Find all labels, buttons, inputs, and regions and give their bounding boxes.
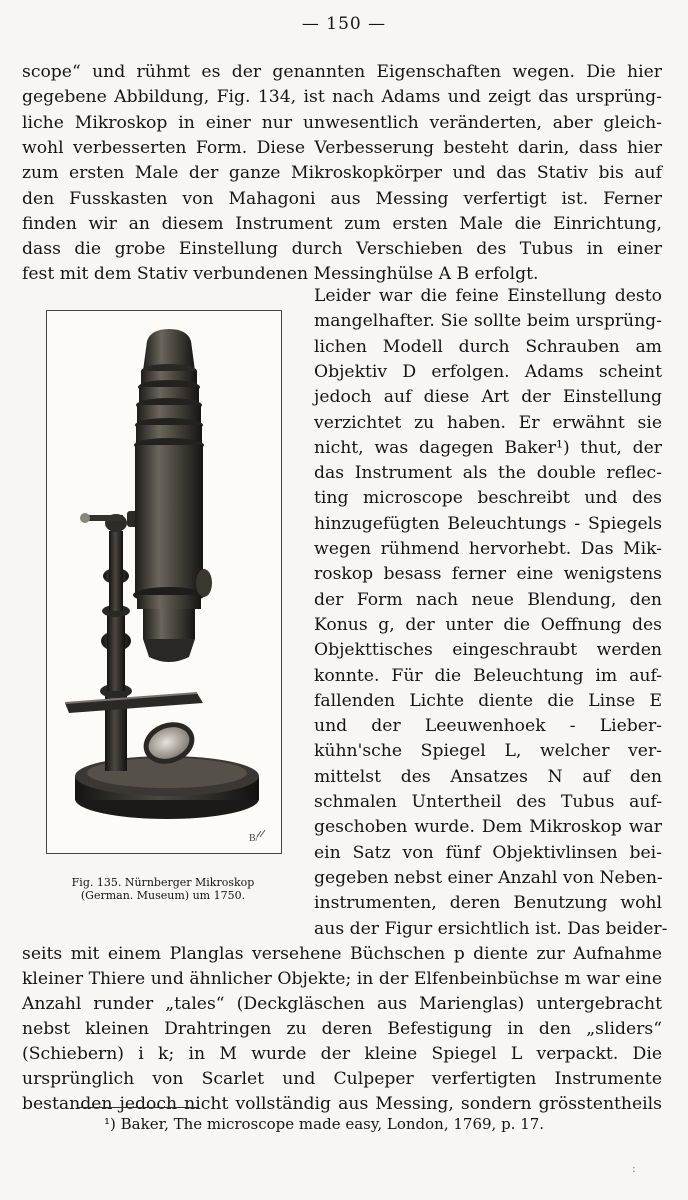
margin-speck: : <box>632 1162 636 1175</box>
page-number: — 150 — <box>301 14 387 34</box>
text-line: dass die grobe Einstellung durch Verschieben des Tubus in einer <box>22 239 662 260</box>
microscope-figure <box>46 310 282 854</box>
text-line: das Instrument als the double reflec- <box>314 463 662 484</box>
text-line: und der Leeuwenhoek - Lieber- <box>314 716 662 737</box>
text-line: jedoch auf diese Art der Einstellung <box>314 387 662 408</box>
text-line: wohl verbesserten Form. Diese Verbesserung besteht darin, dass hier <box>22 137 662 158</box>
footnote: ¹) Baker, The microscope made easy, London, 1769, p. 17. <box>104 1115 545 1133</box>
text-line: fallenden Lichte diente die Linse E <box>314 690 662 711</box>
text-line: mittelst des Ansatzes N auf den <box>314 766 662 787</box>
text-line: den Fusskasten von Mahagoni aus Messing verfertigt ist. Ferner <box>22 188 662 209</box>
text-line: ein Satz von fünf Objektivlinsen bei- <box>314 842 662 863</box>
text-line: ting microscope beschreibt und des <box>314 488 662 509</box>
text-line: finden wir an diesem Instrument zum ersten Male die Einrichtung, <box>22 213 662 234</box>
text-line: scope“ und rühmt es der genannten Eigenschaften wegen. Die hier <box>22 62 662 82</box>
text-line: mangelhafter. Sie sollte beim ursprüng- <box>314 311 662 332</box>
footnote-rule <box>78 1107 198 1108</box>
text-line: lichen Modell durch Schrauben am <box>314 336 662 357</box>
text-line: gegebene Abbildung, Fig. 134, ist nach Adams und zeigt das ursprüng- <box>22 87 662 108</box>
text-line: bestanden jedoch nicht vollständig aus Messing, sondern grösstentheils <box>22 1094 662 1114</box>
text-line: roskop besass ferner eine wenigstens <box>314 564 662 585</box>
text-line: ursprünglich von Scarlet und Culpeper verfertigten Instrumente <box>22 1069 662 1089</box>
text-line: Konus g, der unter die Oeffnung des <box>314 614 662 635</box>
text-line: Objekttisches eingeschraubt werden <box>314 640 662 661</box>
text-line: geschoben wurde. Dem Mikroskop war <box>314 817 662 838</box>
text-line: zum ersten Male der ganze Mikroskopkörper und das Stativ bis auf <box>22 163 662 184</box>
text-line: seits mit einem Planglas versehene Büchschen p diente zur Aufnahme <box>22 944 662 964</box>
text-line: instrumenten, deren Benutzung wohl <box>314 893 662 914</box>
text-line: kühn'sche Spiegel L, welcher ver- <box>314 741 662 762</box>
text-line: aus der Figur ersichtlich ist. Das beider- <box>314 918 668 939</box>
text-line: verzichtet zu haben. Er erwähnt sie <box>314 412 662 433</box>
text-line: Objektiv D erfolgen. Adams scheint <box>314 361 662 382</box>
text-line: konnte. Für die Beleuchtung im auf- <box>314 665 662 686</box>
text-line: nebst kleinen Drahtringen zu deren Befestigung in den „sliders“ <box>22 1019 662 1039</box>
text-line: gegeben nebst einer Anzahl von Neben- <box>314 867 663 888</box>
text-line: (Schiebern) i k; in M wurde der kleine Spiegel L verpackt. Die <box>22 1044 662 1064</box>
text-line: schmalen Untertheil des Tubus auf- <box>314 792 662 812</box>
text-line: wegen rühmend hervorhebt. Das Mik- <box>314 539 662 559</box>
text-line: liche Mikroskop in einer nur unwesentlich veränderten, aber gleich- <box>22 112 662 133</box>
text-line: fest mit dem Stativ verbundenen Messinghülse A B erfolgt. <box>22 264 539 285</box>
text-line: Leider war die feine Einstellung desto <box>314 286 662 306</box>
text-line: nicht, was dagegen Baker¹) thut, der <box>314 437 662 458</box>
figure-caption-line-1: Fig. 135. Nürnberger Mikroskop <box>71 876 255 889</box>
text-line: der Form nach neue Blendung, den <box>314 589 662 610</box>
signature-mark: B/ <box>249 833 259 844</box>
nuremberg-microscope-illustration <box>47 311 281 853</box>
text-line: kleiner Thiere und ähnlicher Objekte; in der Elfenbeinbüchse m war eine <box>22 969 662 989</box>
text-line: hinzugefügten Beleuchtungs - Spiegels <box>314 513 662 534</box>
text-line: Anzahl runder „tales“ (Deckgläschen aus Marienglas) untergebracht <box>22 994 662 1014</box>
figure-caption-line-2: (German. Museum) um 1750. <box>80 889 246 902</box>
